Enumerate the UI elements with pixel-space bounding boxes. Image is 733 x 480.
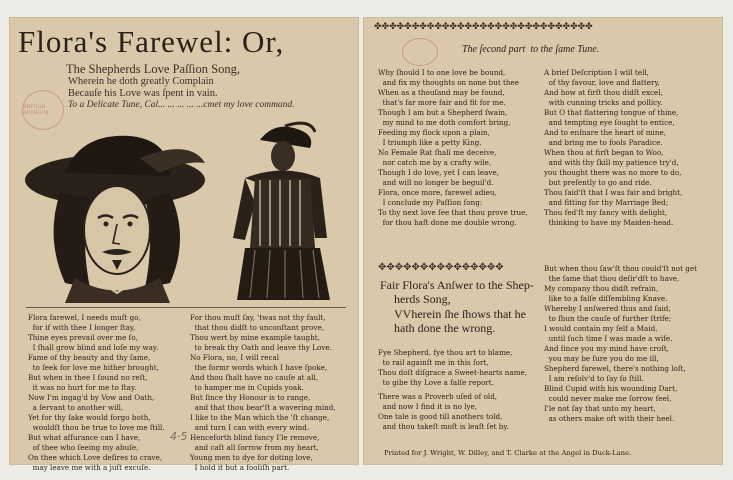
- ballad-subtitle: The Shepherds Love Paſſion Song,: [66, 62, 240, 76]
- verse-line: I ſhall grow blind and loſe my way.: [28, 343, 159, 352]
- verse-line: Yet for thy ſake would forgo both,: [28, 413, 151, 422]
- verse-column-1: [28, 313, 193, 473]
- woodcut-portrait: [20, 118, 210, 303]
- verse-line: Young men to dye for doting love,: [190, 453, 313, 462]
- verse-line: the ſame that thou deſir'dſt to have,: [544, 274, 680, 283]
- verse-line: and with thy ſkill my patience try'd,: [544, 158, 679, 167]
- verse-line: my mind to me doth comfort bring,: [378, 118, 511, 127]
- ornament-border-top: ✤✤✤✤✤✤✤✤✤✤✤✤✤✤✤✤✤✤✤✤✤✤✤✤✤✤✤✤✤: [374, 22, 593, 32]
- verse-line: I conclude my Paſſion ſong:: [378, 198, 483, 207]
- verse-line: for if with thee I longer ſtay,: [28, 323, 136, 332]
- verse-line: I hold it but a fooliſh part.: [190, 463, 290, 472]
- verse-line: I'le not ſay that unto my heart,: [544, 404, 656, 413]
- verse-line: And to enſnare the heart of mine,: [544, 128, 667, 137]
- verse-line: And how at firſt thou didſt excel,: [544, 88, 663, 97]
- verse-line: but preſently to go and ride.: [544, 178, 652, 187]
- verse-line: When as a thouſand may be found,: [378, 88, 505, 97]
- verse-column-4: [544, 68, 716, 228]
- verse-line: wouldſt thou be true to love me ſtill.: [28, 423, 165, 432]
- verse-line: One tale is good till anothers told,: [378, 412, 503, 421]
- verse-line: I am reſolv'd to ſay ſo ſtill.: [544, 374, 644, 383]
- printer-imprint: Printed for J. Wright, W. Dilley, and T. Clarke at the Angel in Duck-Lane.: [384, 449, 632, 457]
- verse-line: And ſince you my mind have croſt,: [544, 344, 670, 353]
- verse-line: with cunning tricks and pollicy.: [544, 98, 663, 107]
- verse-line: Fye Shepherd, fye thou art to blame,: [378, 348, 513, 357]
- divider: [26, 307, 346, 308]
- verse-line: Why ſhould I to one love be bound,: [378, 68, 506, 77]
- broadside-page-right: [364, 18, 722, 464]
- verse-line: For thou muſt ſay, 'twas not thy fault,: [190, 313, 326, 322]
- verse-line: And thou ſhalt have no cauſe at all,: [190, 373, 319, 382]
- verse-line: for thou haſt done me double wrong.: [378, 218, 517, 227]
- verse-line: to hamper me in Cupids yoak.: [190, 383, 304, 392]
- verse-column-2: [190, 313, 355, 473]
- verse-line: But what aſſurance can I have,: [28, 433, 141, 442]
- verse-line: Thou doſt diſgrace a Sweet-hearts name,: [378, 368, 528, 377]
- verse-line: I would contain my ſelf a Maid,: [544, 324, 658, 333]
- verse-line: Though I am but a Shepherd ſwain,: [378, 108, 508, 117]
- verse-line: and now I find it is no lye,: [378, 402, 478, 411]
- second-part-header: The ſecond part to the ſame Tune.: [462, 44, 600, 55]
- verse-line: of thee who ſeeing my abuſe,: [28, 443, 139, 452]
- ballad-description-line-2: Becauſe his Love was ſpent in vain.: [68, 88, 218, 99]
- verse-line: that's far more fair and fit for me.: [378, 98, 506, 107]
- broadside-page-left: [10, 18, 358, 472]
- verse-line: But ſince thy Honour is to range,: [190, 393, 311, 402]
- verse-line: But when in thee I ſound no reſt,: [28, 373, 148, 382]
- verse-line: But when thou ſaw'ſt thou could'ſt not get: [544, 264, 698, 273]
- verse-line: to ſhun the cauſe of further ſtrife;: [544, 314, 672, 323]
- pencil-folio-note: 4·5: [170, 430, 188, 443]
- verse-line: and tempting eye ſought to entice,: [544, 118, 675, 127]
- verse-line: I like to the Man which the 'ſt change,: [190, 413, 330, 422]
- answer-title-line-2: herds Song,: [394, 292, 451, 306]
- verse-line: Flora, once more, farewel adieu,: [378, 188, 497, 197]
- verse-line: Thine eyes prevail over me ſo,: [28, 333, 138, 342]
- verse-line: may leave me with a juſt excuſe.: [28, 463, 151, 472]
- verse-line: Fame of thy beauty and thy ſame,: [28, 353, 151, 362]
- verse-line: to break thy Oath and leave thy Love.: [190, 343, 332, 352]
- verse-line: to rail againſt me in this ſort,: [378, 358, 489, 367]
- verse-line: you may be ſure you do me ill,: [544, 354, 659, 363]
- verse-line: Though I do love, yet I can leave,: [378, 168, 500, 177]
- verse-line: I triumph like a petty King.: [378, 138, 482, 147]
- verse-line: No Female Rat ſhall me deceive,: [378, 148, 497, 157]
- verse-column-5: [378, 348, 548, 432]
- verse-line: and fitting for thy Marriage Bed;: [544, 198, 669, 207]
- verse-line: Thou ſaid'ſt that I was fair and bright,: [544, 188, 683, 197]
- verse-line: could never make me ſorrow feel,: [544, 394, 672, 403]
- verse-line: and that thou bear'ſt a wavering mind,: [190, 403, 336, 412]
- verse-line: a ſervant to another will,: [28, 403, 124, 412]
- verse-line: you thought there was no more to do,: [544, 168, 682, 177]
- answer-title-line-1: Fair Flora's Anſwer to the Shep-: [380, 278, 534, 292]
- verse-line: to ſeek for love me hither brought,: [28, 363, 159, 372]
- verse-line: to gibe thy Love a falſe report.: [378, 378, 494, 387]
- verse-line: Shepherd farewel, there's nothing loſt,: [544, 364, 686, 373]
- verse-line: Whereby I anſwered thus and ſaid,: [544, 304, 671, 313]
- answer-title-line-3: VVherein ſhe ſhows that he: [394, 307, 526, 321]
- verse-line: To thy next love ſee that thou prove true,: [378, 208, 528, 217]
- verse-line: of thy favour, love and flattery,: [544, 78, 660, 87]
- verse-line: it was no hurt for me to ſtay.: [28, 383, 137, 392]
- verse-line: But O that flattering tongue of thine,: [544, 108, 679, 117]
- ornament-divider: ✥✥✥✥✥✥✥✥✥✥✥✥✥✥✥: [378, 262, 504, 273]
- verse-line: Feeding my flock upon a plain,: [378, 128, 490, 137]
- verse-line: My company thou didſt refrain,: [544, 284, 659, 293]
- verse-line: Now I'm ingag'd by Vow and Oath,: [28, 393, 155, 402]
- verse-line: Thou fed'ſt my fancy with delight,: [544, 208, 668, 217]
- verse-line: the formr words which I have ſpoke,: [190, 363, 328, 372]
- museum-stamp: [402, 38, 438, 66]
- verse-line: When thou at firſt began to Woo,: [544, 148, 664, 157]
- verse-line: thinking to have my Maiden-head.: [544, 218, 674, 227]
- ballad-title: Flora's Farewel: Or,: [18, 24, 285, 59]
- verse-line: On thee which Love deſires to crave,: [28, 453, 163, 462]
- tune-line: To a Delicate Tune, Cal... ... ... ... ...cmet my love command.: [68, 100, 295, 110]
- verse-line: Flora farewel, I needs muſt go,: [28, 313, 141, 322]
- verse-line: Henceforth blind fancy I'le remove,: [190, 433, 320, 442]
- woodcut-standing-figure: [215, 118, 340, 303]
- verse-line: and turn I can with every wind.: [190, 423, 310, 432]
- verse-column-6: [544, 264, 716, 424]
- verse-line: until ſuch time I was made a wife.: [544, 334, 673, 343]
- verse-line: and will no longer be beguil'd.: [378, 178, 494, 187]
- verse-line: as others make oft with their heel.: [544, 414, 675, 423]
- verse-line: like to a falſe diſſembling Knave.: [544, 294, 668, 303]
- verse-line: Thou wert by mine example taught,: [190, 333, 320, 342]
- verse-line: There was a Proverb uſed of old,: [378, 392, 498, 401]
- answer-title-line-4: hath done the wrong.: [394, 321, 496, 335]
- verse-line: and thou takeſt moſt is leaſt ſet by.: [378, 422, 509, 431]
- verse-column-3: [378, 68, 548, 228]
- museum-stamp-text: BRITISH MUSEUM: [23, 104, 49, 116]
- verse-line: Blind Cupid with his wounding Dart,: [544, 384, 678, 393]
- verse-line: and fix my thoughts on none but thee: [378, 78, 520, 87]
- ballad-description-line-1: Wherein he doth greatly Complain: [68, 76, 214, 87]
- verse-line: nor catch me by a crafty wile,: [378, 158, 492, 167]
- verse-line: No Flora, no, I will recal: [190, 353, 280, 362]
- verse-line: that thou didſt to unconſtant prove,: [190, 323, 324, 332]
- verse-line: and caſt all ſorrow from my heart,: [190, 443, 319, 452]
- verse-line: and bring me to fools Paradice.: [544, 138, 663, 147]
- verse-line: A brief Deſcription I will tell,: [544, 68, 649, 77]
